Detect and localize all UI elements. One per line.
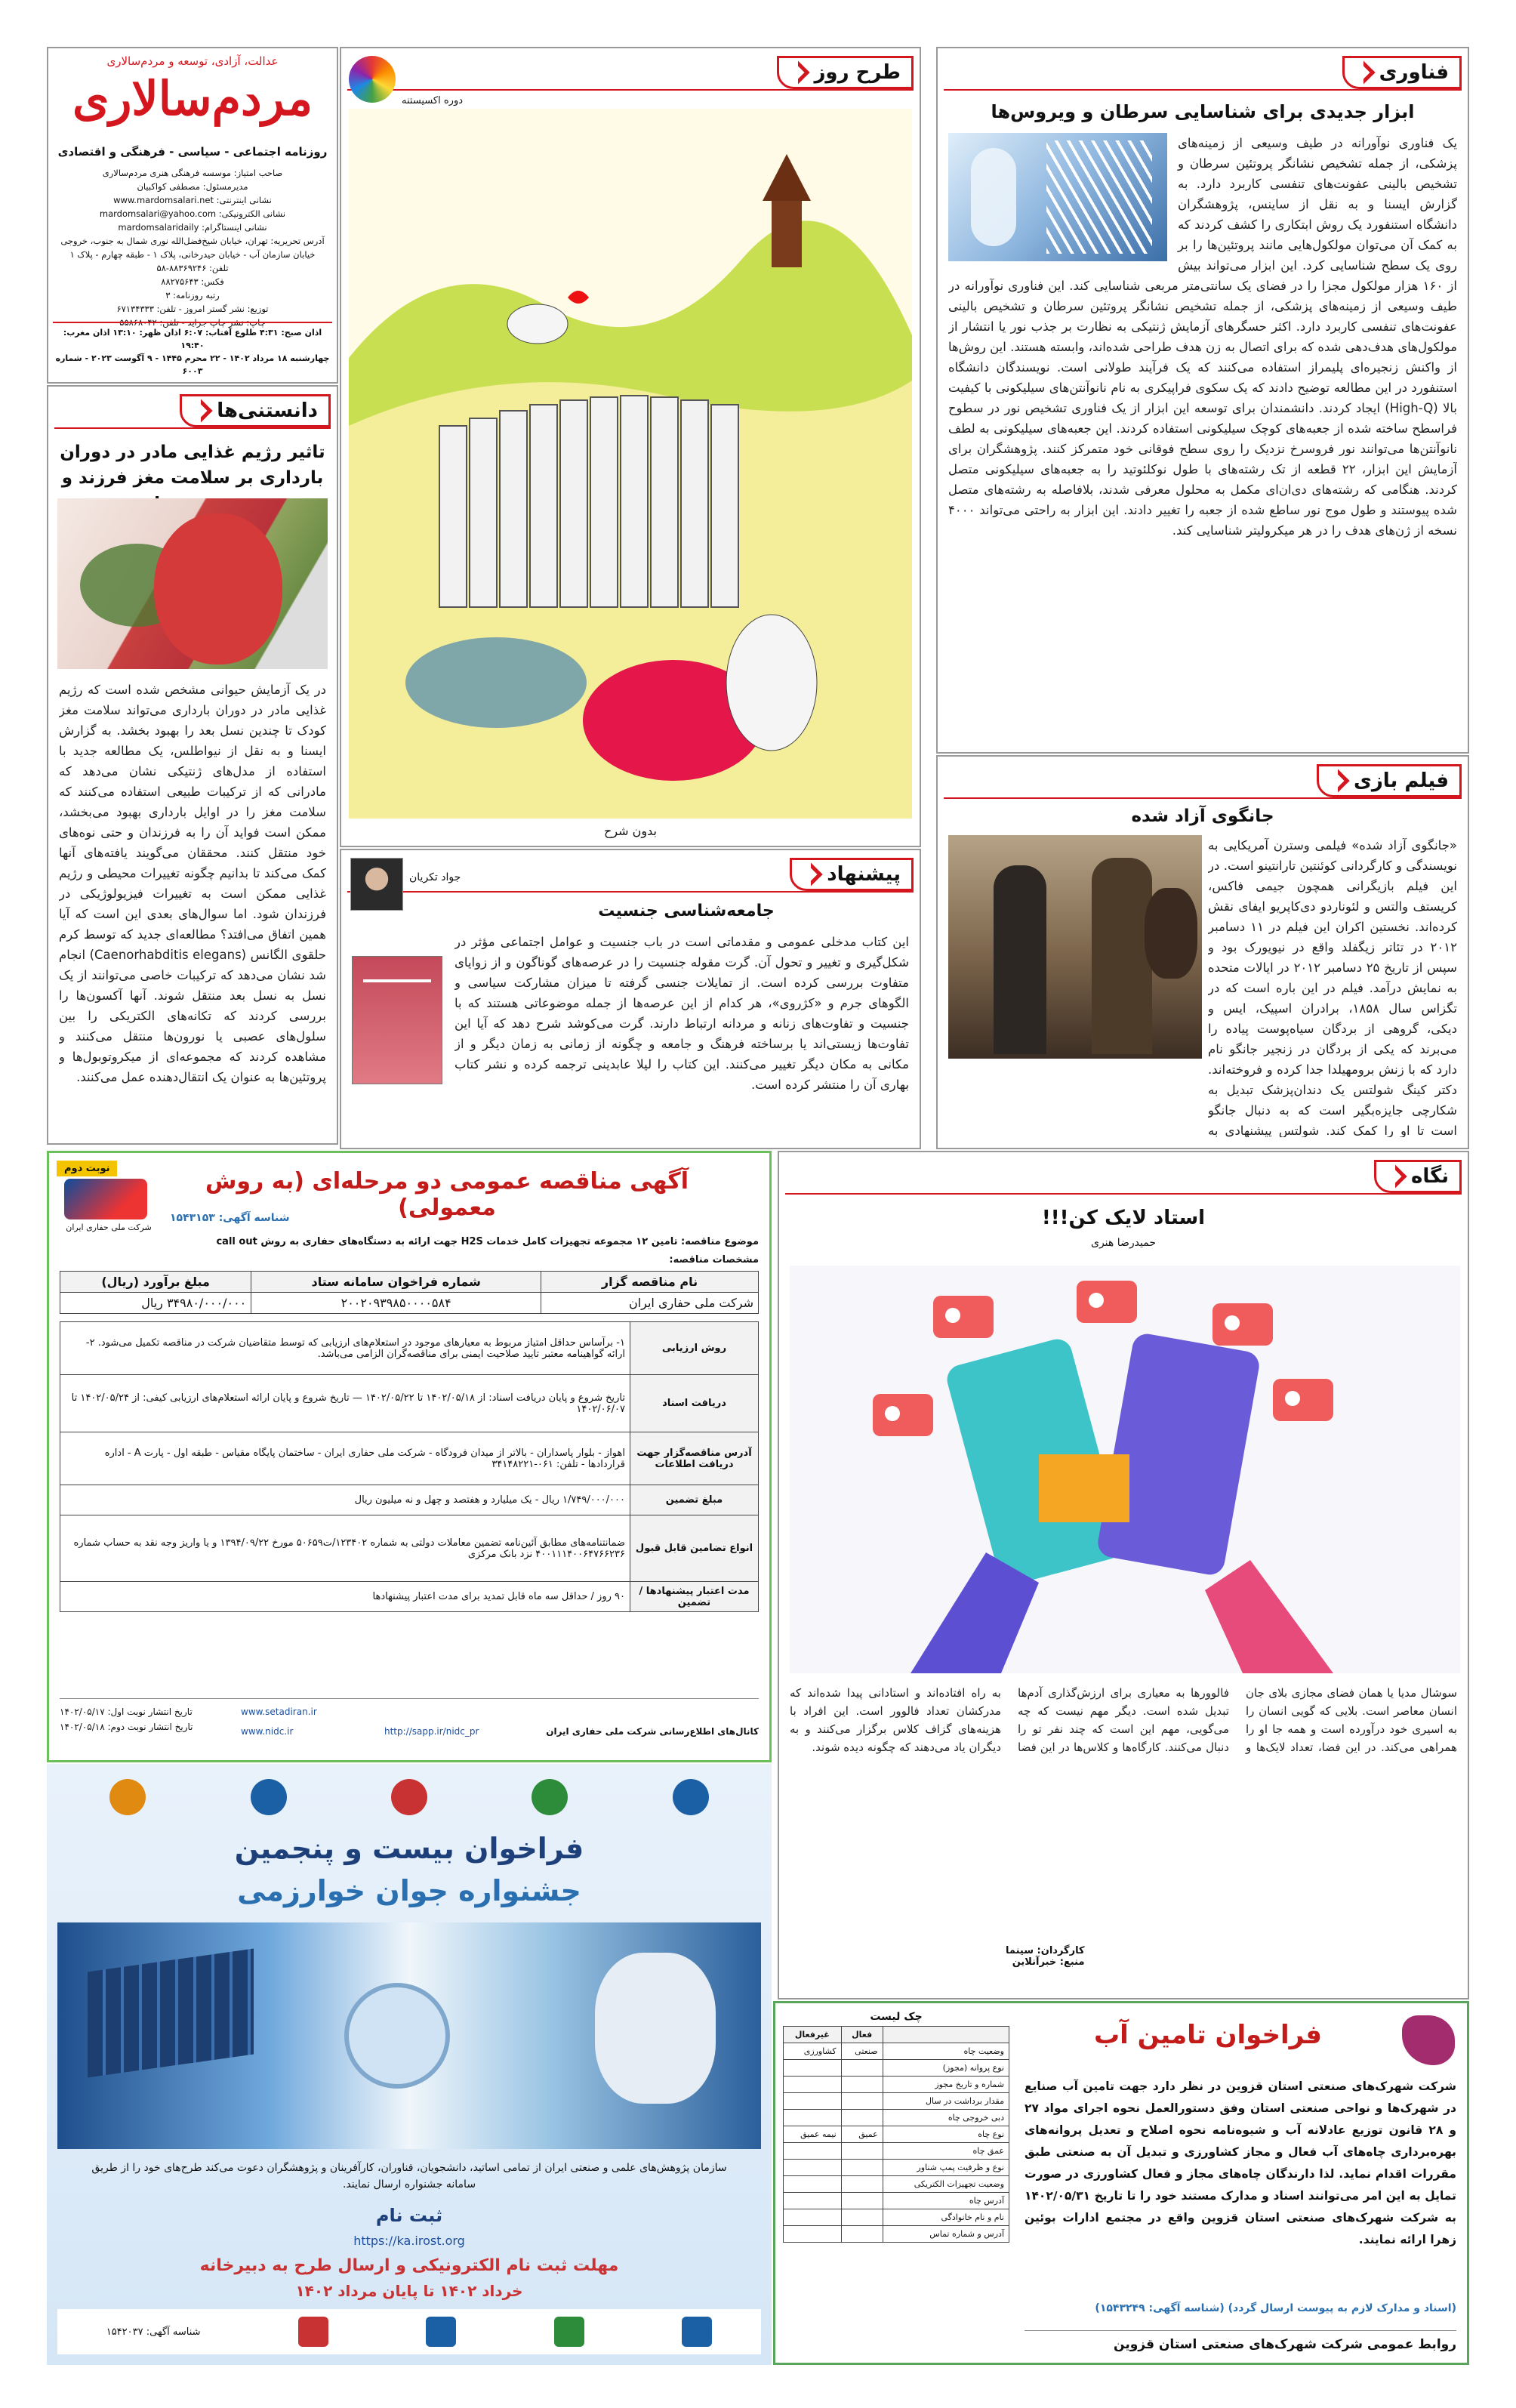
checklist-row xyxy=(784,2143,1009,2160)
distant-figure xyxy=(507,304,568,344)
checklist-cell: عمق چاه xyxy=(883,2143,1009,2160)
tender-info: کانال‌های اطلاع‌رسانی شرکت ملی حفاری ایران xyxy=(546,1726,759,1737)
film-section xyxy=(936,755,1469,1149)
tender-link[interactable]: www.nidc.ir xyxy=(241,1726,294,1737)
checklist-cell: کشاورزی xyxy=(784,2043,842,2060)
festival-deadline: مهلت ثبت نام الکترونیکی و ارسال طرح به دبیرخانه xyxy=(199,2256,619,2275)
checklist-row xyxy=(784,2160,1009,2176)
table-row xyxy=(60,1582,759,1612)
lab-equipment xyxy=(595,1953,716,2104)
prayer-times: اذان صبح: ۴:۳۱ طلوع آفتاب: ۶:۰۷ اذان ظهر: ۱۳:۱۰ اذان مغرب: ۱۹:۴۰ xyxy=(63,328,322,350)
section-tag xyxy=(1317,764,1462,797)
row-value: ضمانتنامه‌های مطابق آئین‌نامه تضمین معاملات دولتی به شماره ۱۲۳۴۰۲/ت۵۰۶۵۹ مورخ ۱۳۹۴/۰۹/۲۲ و یا واریز وجه نقد به حساب شماره ۴۰۰۱۱۱۴۰۰۶۴۷۶۶۲۳۶ نزد بانک مرکزی xyxy=(60,1515,630,1582)
masthead-tagline: عدالت، آزادی، توسعه و مردم‌سالاری xyxy=(106,54,279,68)
article-title: ابزار جدیدی برای شناسایی سرطان و ویروس‌ها xyxy=(991,101,1415,122)
section-label: نگاه xyxy=(1411,1165,1449,1188)
org-logo-icon xyxy=(532,1779,568,1815)
partner-logo-icon xyxy=(426,2317,456,2347)
qazvin-map-icon xyxy=(1402,2015,1455,2065)
row-value: ۱- برآساس حداقل امتیاز مربوط به معیارهای موجود در استعلام‌های ارزیابی که توسط متقاضیان شرکت در مناقصه تکمیل می‌شود. ۲- ارائه گواهینامه معتبر تایید صلاحیت ایمنی برای مناقصه‌گران الزامی می‌باشد. xyxy=(60,1322,630,1375)
checklist-cell: دبی خروجی چاه xyxy=(883,2110,1009,2126)
section-tag xyxy=(1342,56,1462,89)
section-tag xyxy=(790,858,914,891)
article-body: «جانگوی آزاد شده» فیلمی وسترن آمریکایی به نویسندگی و کارگردانی کوئنتین تارانتینو است. در این فیلم بازیگرانی همچون جیمی فاکس، کریستف والتس و لئوناردو دی‌کاپریو ایفای نقش کرده‌اند. نخستین اکران این فیلم در ۱۱ دسامبر ۲۰۱۲ در تئاتر زیگفلد واقع در نیویورک بود و سپس از تاریخ ۲۵ دسامبر ۲۰۱۲ در ایالات متحده به نمایش درآمد. فیلم در این باره است که در تگزاس سال ۱۸۵۸، برادران اسپیک، ایس و دیکی، گروهی از بردگان سیاه‌پوست پیاده را می‌برند که یکی از بردگان در زنجیر جانگو نام دارد که با زنش برومهیلدا جدا کرده و فروخته‌اند. دکتر کینگ شولتس یک دندان‌پزشک تبدیل به شکارچی جایزه‌بگیر است که به دنبال جانگو است تا او را کمک کند. شولتس پیشنهادی به xyxy=(1208,838,1457,1137)
book-section xyxy=(340,849,921,1149)
tender-link[interactable]: www.setadiran.ir xyxy=(241,1707,317,1717)
masthead xyxy=(47,47,338,384)
masthead-line: مدیرمسئول: مصطفی کواکبیان xyxy=(137,181,248,192)
column-author: حمیدرضا هنری xyxy=(1091,1237,1156,1249)
checklist-row xyxy=(784,2093,1009,2110)
social-likes-illustration xyxy=(790,1266,1460,1673)
publish-date-2: تاریخ انتشار نوبت دوم: ۱۴۰۲/۰۵/۱۸ xyxy=(60,1722,193,1732)
checklist-cell: آدرس و شماره تماس xyxy=(883,2226,1009,2243)
checklist-cell: مقدار برداشت در سال xyxy=(883,2093,1009,2110)
checklist-cell: نوع چاه xyxy=(883,2126,1009,2143)
masthead-line: آدرس تحریریه: تهران، خیابان شیخ‌فضل‌الله نوری شمال به جنوب، خروجی خیابان سازمان آب - خیابان حیدرخانی، پلاک ۱ - طبقه چهارم - پلاک ۱ xyxy=(60,236,325,260)
festival-text: سازمان پژوهش‌های علمی و صنعتی ایران از تمامی اساتید، دانشجویان، فناوران، کارآفرینان و پژوهشگران دعوت می‌کند طرح‌های خود را از طریق سامانه جشنواره ارسال نمایند. xyxy=(91,2162,727,2191)
film-still-photo xyxy=(948,835,1202,1059)
checklist-cell: وضعیت چاه xyxy=(883,2043,1009,2060)
water-note: (اسناد و مدارک لازم به پیوست ارسال گردد) (شناسه آگهی: ۱۵۴۳۲۴۹) xyxy=(1095,2302,1456,2314)
masthead-line: رتبه روزنامه: ۳ xyxy=(165,290,220,301)
water-body: شرکت شهرک‌های صنعتی استان قزوین در نظر دارد جهت تامین آب صنایع در شهرک‌ها و نواحی صنعتی استان وفق دستورالعمل نحوه اجرای مواد ۲۷ و ۲۸ قانون توزیع عادلانه آب و شیوه‌نامه نحوه اصلاح و تعدیل پروانه‌های بهره‌برداری چاه‌های آب فعال و مجاز کشاورزی و تبدیل آن به صنعتی طبق مقررات اقدام نماید. لذا دارندگان چاه‌های مجاز و فعال کشاورزی در صورت تمایل به این امر می‌توانند اسناد و مدارک مستند خود را تا تاریخ ۱۴۰۲/۰۵/۳۱ به شرکت شهرک‌های صنعتی استان قزوین واقع در مجتمع ادارات بوئین زهرا ارائه نمایند. xyxy=(1025,2080,1456,2246)
arrow-icon xyxy=(1383,1164,1407,1188)
masthead-line[interactable]: نشانی اینترنتی: www.mardomsalari.net xyxy=(113,195,272,205)
checklist-cell: عمیق xyxy=(841,2126,883,2143)
masthead-line: چاپ: نشر چاپ جراید - تلفن: ۵۵۸۶۸۰۴۲ xyxy=(119,317,266,328)
ostrich-body xyxy=(405,637,587,728)
org-logo-icon xyxy=(673,1779,709,1815)
author-name: جواد تکریان xyxy=(409,871,461,883)
man-figure xyxy=(726,615,817,751)
checklist-cell: نوع و ظرفیت پمپ شناور xyxy=(883,2160,1009,2176)
section-tag xyxy=(180,394,331,427)
masthead-line[interactable]: نشانی اینستاگرام: mardomsalaridaily xyxy=(118,222,267,233)
masthead-datebar xyxy=(53,322,332,378)
masthead-line[interactable]: نشانی الکترونیکی: mardomsalari@yahoo.com xyxy=(99,208,286,219)
health-section xyxy=(47,385,338,1145)
checklist-row xyxy=(784,2126,1009,2143)
checklist-row xyxy=(784,2176,1009,2193)
section-header xyxy=(944,56,1462,91)
arrow-icon xyxy=(190,399,213,422)
test-tube xyxy=(971,148,1016,246)
tender-table xyxy=(60,1271,759,1612)
table-row xyxy=(60,1515,759,1582)
water-title: فراخوان تامین آب xyxy=(1093,2020,1323,2050)
section-header xyxy=(54,394,331,429)
checklist-cell: صنعتی xyxy=(841,2043,883,2060)
partner-logo-icon xyxy=(682,2317,712,2347)
section-header xyxy=(785,1160,1462,1195)
tender-ad xyxy=(47,1151,772,1762)
arrow-icon xyxy=(1351,60,1375,84)
arrow-icon xyxy=(787,60,810,84)
masthead-line: تلفن: ۸۸۳۶۹۲۴۶-۵۸ xyxy=(156,263,229,273)
section-label: فیلم بازی xyxy=(1353,769,1449,792)
masthead-line: توزیع: نشر گستر امروز - تلفن: ۶۷۱۳۴۳۳۳ xyxy=(116,304,269,314)
microscope-lens xyxy=(344,1983,450,2089)
column-sign xyxy=(1006,1945,1085,1968)
checklist xyxy=(783,2011,1009,2243)
section-tag xyxy=(777,56,914,89)
actor-figure xyxy=(994,865,1046,1054)
water-footer: روابط عمومی شرکت شهرک‌های صنعتی استان قزوین xyxy=(1025,2330,1456,2352)
horse xyxy=(1145,888,1197,979)
tender-link[interactable]: http://sapp.ir/nidc_pr xyxy=(384,1726,479,1737)
article-title: جانگوی آزاد شده xyxy=(1131,806,1274,826)
tender-org: شرکت ملی حفاری ایران xyxy=(66,1222,152,1232)
row-value: اهواز - بلوار پاسداران - بالاتر از میدان فرودگاه - شرکت ملی حفاری ایران - ساختمان پایگاه مقیاس - طبقه اول - پارت A - اداره قراردادها - تلفن: ۰۶۱-۳۴۱۴۸۲۲۱ xyxy=(60,1432,630,1485)
festival-ad-code: شناسه آگهی: ۱۵۴۲۰۳۷ xyxy=(106,2326,201,2338)
row-label: دریافت اسناد xyxy=(630,1375,759,1432)
org-logo-icon xyxy=(391,1779,427,1815)
row-label: مبلغ تضمین xyxy=(630,1485,759,1515)
org-logo-icon xyxy=(251,1779,287,1815)
row-label: آدرس مناقصه‌گزار جهت دریافت اطلاعات xyxy=(630,1432,759,1485)
row-label: روش ارزیابی xyxy=(630,1322,759,1375)
checklist-cell: نوع پروانه (مجوز) xyxy=(883,2060,1009,2077)
checklist-row xyxy=(784,2226,1009,2243)
checklist-row xyxy=(784,2193,1009,2209)
section-label: طرح روز xyxy=(814,61,901,84)
partner-logo-icon xyxy=(554,2317,584,2347)
table-cell: ۲۰۰۲۰۹۳۹۸۵۰۰۰۰۵۸۴ xyxy=(251,1293,541,1314)
masthead-line: صاحب امتیاز: موسسه فرهنگی هنری مردم‌سالاری xyxy=(102,168,283,178)
logo-strip xyxy=(57,1774,761,1820)
actor-figure xyxy=(1092,858,1152,1054)
arrow-icon xyxy=(800,862,823,886)
partner-logo-icon xyxy=(298,2317,328,2347)
color-wheel-icon xyxy=(349,56,396,103)
book-title: جامعه‌شناسی جنسیت xyxy=(598,902,775,920)
festival-title-1: فراخوان بیست و پنجمین xyxy=(234,1832,584,1865)
section-header xyxy=(944,764,1462,799)
cartoon-corner: دوره اکسیستنه xyxy=(402,95,464,106)
water-ad xyxy=(773,2001,1469,2365)
checklist-header xyxy=(883,2027,1009,2043)
book-cover xyxy=(352,956,442,1084)
masthead-line: فکس: ۸۸۲۷۵۶۴۳ xyxy=(161,276,224,287)
checklist-cell: وضعیت تجهیزات الکتریکی xyxy=(883,2176,1009,2193)
tender-badge: نوبت دوم xyxy=(57,1161,117,1176)
gift-box xyxy=(1039,1454,1129,1522)
cartoon-illustration xyxy=(349,109,912,819)
table-cell: ۳۴۹۸۰/۰۰۰/۰۰۰ ریال xyxy=(60,1293,251,1314)
checklist-cell: نام و نام خانوادگی xyxy=(883,2209,1009,2226)
checklist-row xyxy=(784,2077,1009,2093)
table-row xyxy=(60,1375,759,1432)
column-body: سوشال مدیا یا همان فضای مجازی بلای جان انسان معاصر است. بلایی که گویی انسان را به اسیری خود درآورده است و همه جا او را همراهی می‌کند. در این فضا، تعداد لایک‌ها و فالوورها به معیاری برای ارزش‌گذاری آدم‌ها تبدیل شده است. دیگر مهم نیست که چه می‌گویی، مهم این است که چند نفر تو را دنبال می‌کنند. کارگاه‌ها و کلاس‌ها در این فضا به راه افتاده‌اند و استادانی پیدا شده‌اند که مدرکشان تعداد فالوور است. این افراد با هزینه‌های گزاف کلاس برگزار می‌کنند و به دیگران یاد می‌دهند که چگونه دیده شوند. xyxy=(790,1686,1457,1754)
festival-reg-title: ثبت نام xyxy=(375,2205,443,2226)
tender-specs-title: مشخصات مناقصه: xyxy=(669,1254,759,1266)
cartoon-caption: بدون شرح xyxy=(604,824,657,838)
checklist-row xyxy=(784,2043,1009,2060)
tender-footer xyxy=(60,1698,759,1751)
author-photo xyxy=(350,858,403,911)
book-review: این کتاب مدخلی عمومی و مقدماتی است در باب جنسیت و عوامل اجتماعی مؤثر در شکل‌گیری و تغییر و تحول آن. گرت مقوله جنسیت را در عرصه‌های گوناگون و از زوایای متفاوت بررسی کرده است. از تمایلات جنسی گرفته تا میزان مشارکت سیاسی و الگوهای جرم و «کژروی»، هر کدام از این عرصه‌ها از جمله موضوعاتی هستند که با جنسیت و تفاوت‌های زنانه و مردانه ارتباط دارند. گرت می‌کوشد شرح دهد که آیا این تفاوت‌ها زیستی‌اند یا برساخته فرهنگ و جامعه و چگونه از زمانی به زمان دیگر و از مکانی به مکان دیگر تغییر می‌کنند. این کتاب را لیلا عابدینی ترجمه کرده و نشر کتاب بهاری آن را منتشر کرده است. xyxy=(454,935,909,1092)
checklist-row xyxy=(784,2110,1009,2126)
dress-shape xyxy=(154,513,282,664)
table-header: مبلغ برآورد (ریال) xyxy=(60,1272,251,1293)
science-collage xyxy=(57,1922,761,2149)
checklist-cell: نیمه عمیق xyxy=(784,2126,842,2143)
row-label: مدت اعتبار پیشنهادها / تضمین xyxy=(630,1582,759,1612)
issue-date: چهارشنبه ۱۸ مرداد ۱۴۰۲ - ۲۲ محرم ۱۴۴۵ - ۹ آگوست ۲۰۲۳ - شماره ۶۰۰۳ xyxy=(55,353,330,376)
row-value: تاریخ شروع و پایان دریافت اسناد: از ۱۴۰۲/۰۵/۱۸ تا ۱۴۰۲/۰۵/۲۲ — تاریخ شروع و پایان ارائه استعلام‌های ارزیابی کیفی: از ۱۴۰۲/۰۵/۲۴ تا ۱۴۰۲/۰۶/۰۷ xyxy=(60,1375,630,1432)
table-header: شماره فراخوان سامانه ستاد xyxy=(251,1272,541,1293)
checklist-header: فعال xyxy=(841,2027,883,2043)
table-cell: شرکت ملی حفاری ایران xyxy=(541,1293,759,1314)
checklist-row xyxy=(784,2209,1009,2226)
checklist-cell: شماره و تاریخ مجوز xyxy=(883,2077,1009,2093)
column-title: استاد لایک کن!!! xyxy=(1041,1207,1206,1229)
solar-panels xyxy=(88,1949,254,2078)
masthead-info xyxy=(56,166,329,329)
article-body: یک فناوری نوآورانه در طیف وسیعی از زمینه‌های پزشکی، از جمله تشخیص نشانگر پروتئین سرطان و تشخیص بالینی عفونت‌های تنفسی کاربرد دارد. به گزارش ایسنا و به نقل از ساینس، پژوهشگران دانشگاه استنفورد یک روش ابتکاری را کشف کردند که به کمک آن می‌توان مولکول‌هایی مانند پروتئین‌ها را بر روی یک سطح شناسایی کرد. این ابزار می‌تواند بیش از ۱۶۰ هزار مولکول مجزا را در فضای یک سانتی‌متر مربعی شناسایی کند. این فناوری نوآورانه در طیف وسیعی از زمینه‌های پزشکی، از جمله تشخیص نشانگر پروتئین سرطان و تشخیص بالینی عفونت‌های تنفسی کاربرد دارد. اکثر حسگرهای آزمایش ژنتیکی به نظارت بر جذب نور یا انتشار از مولکول‌های هدف‌دهی شده که برای اتصال به زن هدف طراحی شده‌اند، وابسته هستند. این روش‌ها از واکنش زنجیره‌ای پلیمراز استفاده می‌کنند که یک فرآیند طولانی است. نویسندگان دانشگاه استنفورد در این مطالعه توضیح دادند که یک سکوی فراپیکری به نام نانوآنتن‌های سیلیکونی با کیفیت بالا (High-Q) ایجاد کردند. دانشمندان برای توسعه این ابزار از یک فناوری تشخیص نور در سطوح فراسطح ساخته شده از جعبه‌های کوچک سیلیکونی استفاده کردند. این جعبه‌های سیلیکونی به لطف نانوآنتن‌ها می‌توانند نور فروسرخ نزدیک را روی سطح فوقانی خود متمرکز کنند. پژوهشگران برای آزمایش این ابزار، ۲۲ قطعه از تک رشته‌های با طول نوکلئوتید را به جعبه‌های سیلیکونی متصل کردند. هنگامی که رشته‌های دی‌ان‌ای مکمل به محلول معرفی شدند، بلافاصله به رشته‌های متصل شده پیوستند و طول موج نور ساطع شده از جعبه را تغییر دادند. این ابزار به راحتی می‌تواند ۴۰۰۰ نسخه از ژن‌های هدف را در هر میکرولیتر شناسایی کند. xyxy=(948,133,1457,745)
org-logo-icon xyxy=(109,1779,146,1815)
tech-section xyxy=(936,47,1469,754)
table-row xyxy=(60,1485,759,1515)
checklist-title: چک لیست xyxy=(870,2011,923,2023)
checklist-cell: آدرس چاه xyxy=(883,2193,1009,2209)
festival-deadline-2: خرداد ۱۴۰۲ تا پایان مرداد ۱۴۰۲ xyxy=(295,2282,523,2300)
section-tag xyxy=(1374,1160,1462,1193)
article-body: در یک آزمایش حیوانی مشخص شده است که رژیم غذایی مادر در دوران بارداری می‌تواند سلامت مغز کودک تا چندین نسل بعد را بهبود بخشد. به گزارش ایسنا و به نقل از نیواطلس، یک مطالعه جدید با استفاده از مدل‌های ژنتیکی نشان می‌دهد که مادرانی که از ترکیبات طبیعی استفاده می‌کنند که سلامت مغز را در اوایل بارداری بهبود می‌بخشد، ممکن است فواید آن را به فرزندان و حتی نوه‌های خود منتقل کنند. محققان می‌گویند یافته‌های آنها کمک می‌کند تا بدانیم چگونه تغییرات محیطی و رژیم غذایی ممکن است به تغییرات فیزیولوژیکی در فرزندان شود. اما سوال‌های بعدی این است که آیا همین اتفاق می‌افتد؟ مطالعه‌ای جدید که توسط کرم حلقوی الگانس (Caenorhabditis elegans) انجام شد نشان می‌دهد که ترکیبات خاصی می‌توانند از یک نسل به نسل بعد منتقل شوند. آنها آکسون‌ها را بررسی کردند که تکانه‌های الکتریکی را بین سلول‌های عصبی یا نورون‌ها منتقل می‌کنند و مشاهده کردند که مجموعه‌ای از میکروتوبول‌ها و پروتئین‌ها به عنوان یک انتقال‌دهنده عمل می‌کنند. xyxy=(59,683,326,1084)
dna-helix xyxy=(1046,140,1152,254)
table-header: نام مناقصه گزار xyxy=(541,1272,759,1293)
arrow-icon xyxy=(1326,769,1349,792)
tender-title: آگهی مناقصه عمومی دو مرحله‌ای (به روش معمولی) xyxy=(205,1168,689,1221)
section-label: پیشنهاد xyxy=(827,863,901,886)
checklist-row xyxy=(784,2060,1009,2077)
cartoon-section xyxy=(340,47,921,847)
section-label: دانستنی‌ها xyxy=(217,399,318,422)
festival-title-2: جشنواره جوان خوارزمی xyxy=(237,1874,581,1907)
column-section xyxy=(778,1151,1469,1999)
masthead-subtitle: روزنامه اجتماعی - سیاسی - فرهنگی و اقتصادی xyxy=(57,145,328,159)
publish-date-1: تاریخ انتشار نوبت اول: ۱۴۰۲/۰۵/۱۷ xyxy=(60,1707,193,1717)
checklist-header: غیرفعال xyxy=(784,2027,842,2043)
tender-subject: موضوع مناقصه: تامین ۱۲ مجموعه تجهیزات کامل خدمات H2S جهت ارائه به دستگاه‌های حفاری به روش call out xyxy=(216,1236,759,1247)
source: منبع: خبرآنلاین xyxy=(1012,1956,1085,1968)
nidc-logo-icon xyxy=(64,1179,147,1219)
church xyxy=(772,199,802,267)
partner-logos xyxy=(57,2309,761,2354)
section-header xyxy=(347,56,914,91)
cover-line xyxy=(363,979,431,982)
tender-code: شناسه آگهی: ۱۵۴۳۱۵۳ xyxy=(170,1212,290,1224)
festival-ad xyxy=(47,1764,772,2365)
table-row xyxy=(60,1322,759,1375)
section-label: فناوری xyxy=(1379,61,1449,84)
row-value: ۹۰ روز / حداقل سه ماه قابل تمدید برای مدت اعتبار پیشنهادها xyxy=(60,1582,630,1612)
row-label: انواع تضامین قابل قبول xyxy=(630,1515,759,1582)
masthead-logo: مردم‌سالاری xyxy=(72,71,313,126)
festival-site[interactable]: https://ka.irost.org xyxy=(353,2234,465,2248)
dna-lab-photo xyxy=(948,133,1167,261)
row-value: ۱/۷۴۹/۰۰۰/۰۰۰ ریال - یک میلیارد و هفتصد و چهل و نه میلیون ریال xyxy=(60,1485,630,1515)
pregnant-woman-photo xyxy=(57,498,328,669)
table-row xyxy=(60,1432,759,1485)
signature: کارگردان: سینما xyxy=(1006,1945,1085,1956)
article-title: تاثیر رژیم غذایی مادر در دوران بارداری بر سلامت مغز فرزند و xyxy=(60,442,325,488)
